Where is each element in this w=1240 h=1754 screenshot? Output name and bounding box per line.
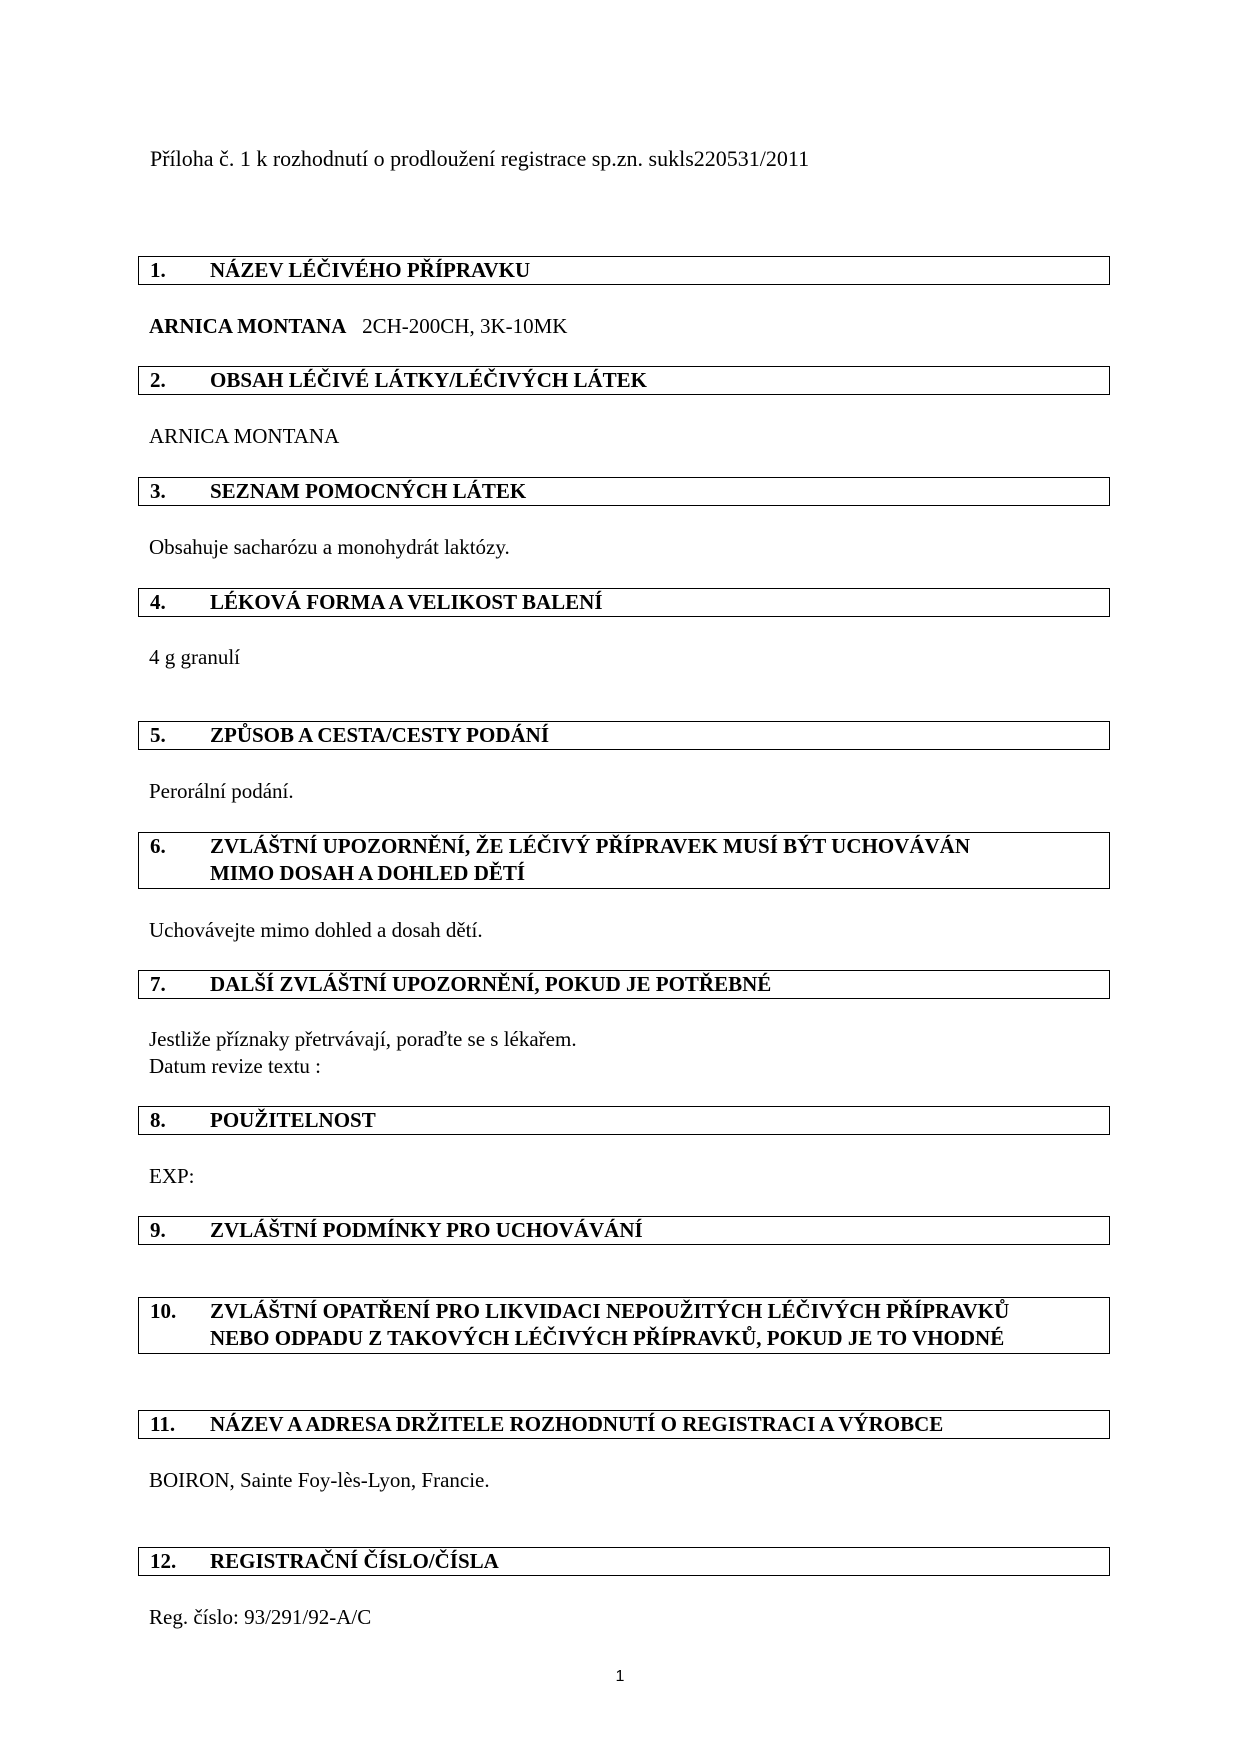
section-11-heading xyxy=(138,1410,1110,1439)
registration-number-text: Reg. číslo: 93/291/92-A/C xyxy=(149,1605,372,1629)
section-3-heading xyxy=(138,477,1110,506)
children-warning-text: Uchovávejte mimo dohled a dosah dětí. xyxy=(149,918,483,942)
section-number: 2. xyxy=(150,368,166,392)
section-title: SEZNAM POMOCNÝCH LÁTEK xyxy=(210,479,527,503)
section-title: ZPŮSOB A CESTA/CESTY PODÁNÍ xyxy=(210,723,549,747)
section-title: REGISTRAČNÍ ČÍSLO/ČÍSLA xyxy=(210,1549,499,1573)
active-substance: ARNICA MONTANA xyxy=(149,424,340,448)
section-9-heading xyxy=(138,1216,1110,1245)
page-number: 1 xyxy=(615,1668,625,1685)
section-number: 12. xyxy=(150,1549,177,1573)
section-7-heading xyxy=(138,970,1110,999)
section-number: 4. xyxy=(150,590,166,614)
section-title: ZVLÁŠTNÍ PODMÍNKY PRO UCHOVÁVÁNÍ xyxy=(210,1218,643,1242)
section-title: POUŽITELNOST xyxy=(210,1108,376,1132)
section-title-line-2: NEBO ODPADU Z TAKOVÝCH LÉČIVÝCH PŘÍPRAVKŮ, POKUD JE TO VHODNÉ xyxy=(210,1326,1005,1350)
section-title-line-1: ZVLÁŠTNÍ UPOZORNĚNÍ, ŽE LÉČIVÝ PŘÍPRAVEK MUSÍ BÝT UCHOVÁVÁN xyxy=(210,834,970,858)
section-number: 9. xyxy=(150,1218,166,1242)
section-number: 11. xyxy=(150,1412,176,1436)
section-number: 1. xyxy=(150,258,166,282)
section-title-line-2: MIMO DOSAH A DOHLED DĚTÍ xyxy=(210,861,526,885)
other-warning-text: Jestliže příznaky přetrvávají, poraďte se s lékařem. xyxy=(149,1027,577,1051)
section-title: OBSAH LÉČIVÉ LÁTKY/LÉČIVÝCH LÁTEK xyxy=(210,368,648,392)
section-12-heading xyxy=(138,1547,1110,1576)
form-text: 4 g granulí xyxy=(149,645,240,669)
revision-date-text: Datum revize textu : xyxy=(149,1054,322,1078)
section-number: 3. xyxy=(150,479,166,503)
section-4-heading xyxy=(138,588,1110,617)
section-number: 5. xyxy=(150,723,166,747)
section-number: 6. xyxy=(150,834,166,858)
section-8-heading xyxy=(138,1106,1110,1135)
product-name-bold: ARNICA MONTANA xyxy=(149,314,347,338)
product-name xyxy=(149,313,567,340)
section-title: NÁZEV A ADRESA DRŽITELE ROZHODNUTÍ O REGISTRACI A VÝROBCE xyxy=(210,1412,944,1436)
section-title: LÉKOVÁ FORMA A VELIKOST BALENÍ xyxy=(210,590,603,614)
section-number: 10. xyxy=(150,1299,177,1323)
product-name-potency: 2CH-200CH, 3K-10MK xyxy=(362,314,568,338)
expiry-text: EXP: xyxy=(149,1164,195,1188)
section-number: 7. xyxy=(150,972,166,996)
document-header: Příloha č. 1 k rozhodnutí o prodloužení registrace sp.zn. sukls220531/2011 xyxy=(150,146,810,171)
route-text: Perorální podání. xyxy=(149,779,294,803)
section-10-heading xyxy=(138,1297,1110,1354)
section-title-line-1: ZVLÁŠTNÍ OPATŘENÍ PRO LIKVIDACI NEPOUŽITÝCH LÉČIVÝCH PŘÍPRAVKŮ xyxy=(210,1299,1010,1323)
section-5-heading xyxy=(138,721,1110,750)
section-number: 8. xyxy=(150,1108,166,1132)
excipients-text: Obsahuje sacharózu a monohydrát laktózy. xyxy=(149,535,510,559)
section-title: NÁZEV LÉČIVÉHO PŘÍPRAVKU xyxy=(210,258,531,282)
holder-text: BOIRON, Sainte Foy-lès-Lyon, Francie. xyxy=(149,1468,490,1492)
section-1-heading xyxy=(138,256,1110,285)
section-2-heading xyxy=(138,366,1110,395)
section-title: DALŠÍ ZVLÁŠTNÍ UPOZORNĚNÍ, POKUD JE POTŘEBNÉ xyxy=(210,972,772,996)
section-6-heading xyxy=(138,832,1110,889)
